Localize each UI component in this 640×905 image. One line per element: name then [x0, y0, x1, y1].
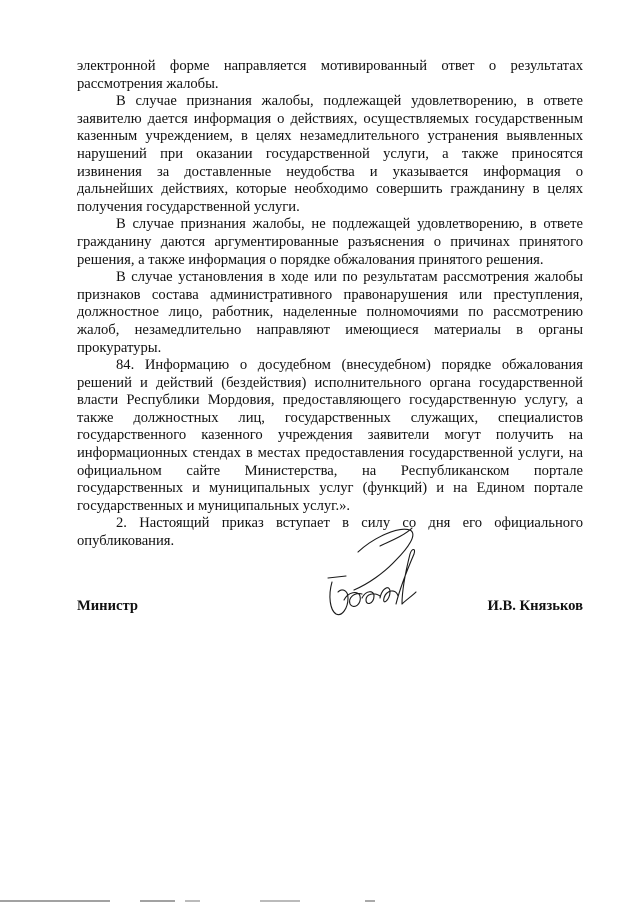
signature-block — [77, 590, 583, 620]
paragraph-complaint-satisfied: В случае признания жалобы, подлежащей удовлетворению, в ответе заявителю дается информация о действиях, осуществляемых государственным казенным учреждением, в целях незамедлительного устранения выявленных нарушений при оказании государственной услуги, а также приносятся извинения за доставленные неудобства и указывается информация о дальнейших действиях, которые необходимо совершить гражданину в целях получения государственной услуги. — [77, 93, 583, 215]
paragraph-offense-detected: В случае установления в ходе или по результатам рассмотрения жалобы признаков состава административного правонарушения или преступления, должностное лицо, работник, наделенные полномочиями по рассмотрению жалоб, незамедлительно направляют имеющиеся материалы в органы прокуратуры. — [77, 269, 583, 356]
signer-name: И.В. Князьков — [487, 598, 583, 614]
document-body — [77, 58, 583, 551]
signer-title: Министр — [77, 598, 138, 614]
paragraph-complaint-rejected: В случае признания жалобы, не подлежащей удовлетворению, в ответе гражданину даются аргументированные разъяснения о причинах принятого решения, а также информация о порядке обжалования принятого решения. — [77, 216, 583, 268]
paragraph-effective-date: 2. Настоящий приказ вступает в силу со дня его официального опубликования. — [77, 515, 583, 550]
page-bottom-edge — [0, 897, 640, 905]
paragraph-item-84: 84. Информацию о досудебном (внесудебном) порядке обжалования решений и действий (бездействия) исполнительного органа государственной власти Республики Мордовия, предоставляющего государственную услугу, а также должностных лиц, государственных служащих, специалистов государственного казенного учреждения заявители могут получить на информационных стендах в местах предоставления государственной услуги, на официальном сайте Министерства, на Республиканском портале государственных и муниципальных услуг (функций) и на Едином портале государственных и муниципальных услуг.». — [77, 357, 583, 514]
paragraph-continuation: электронной форме направляется мотивированный ответ о результатах рассмотрения жалобы. — [77, 58, 583, 92]
